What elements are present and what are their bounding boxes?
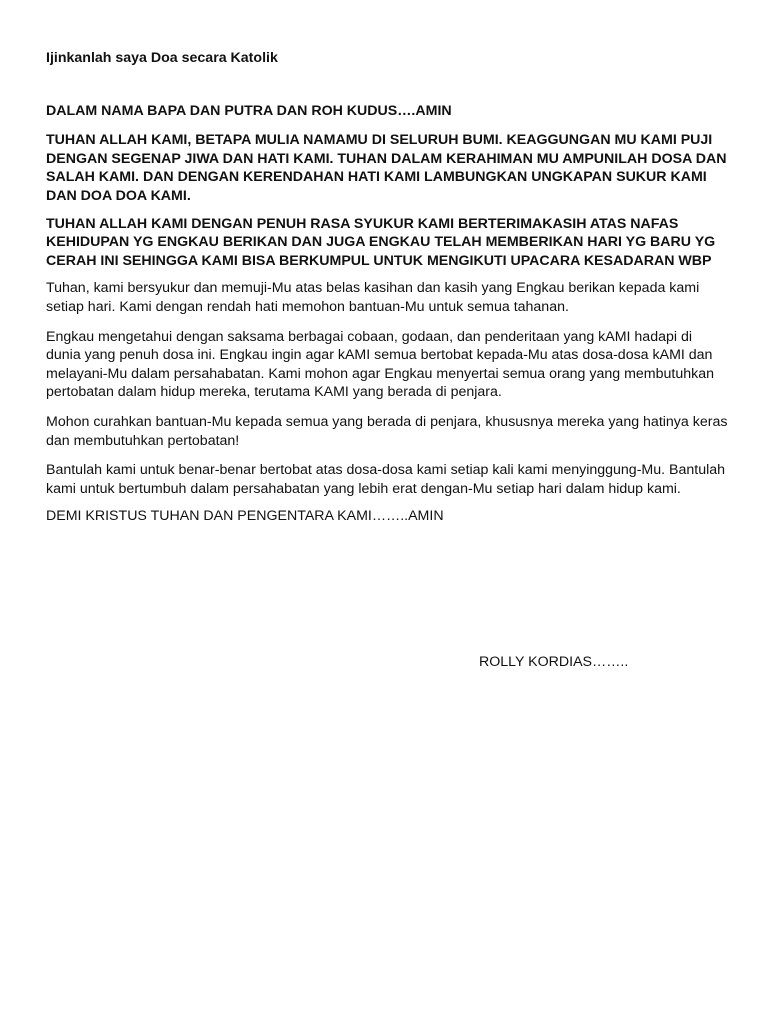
paragraph-3: Mohon curahkan bantuan-Mu kepada semua yang berada di penjara, khususnya mereka yang hatinya keras dan membutuhkan pertobatan!	[46, 413, 728, 449]
document-title: Ijinkanlah saya Doa secara Katolik	[46, 50, 278, 66]
thanks-paragraph: TUHAN ALLAH KAMI DENGAN PENUH RASA SYUKUR KAMI BERTERIMAKASIH ATAS NAFAS KEHIDUPAN YG ENGKAU BERIKAN DAN JUGA ENGKAU TELAH MEMBERIKAN HARI YG BARU YG CERAH INI SEHINGGA KAMI BISA BERKUMPUL UNTUK MENGIKUTI UPACARA KESADARAN WBP	[46, 215, 716, 269]
paragraph-1: Tuhan, kami bersyukur dan memuji-Mu atas belas kasihan dan kasih yang Engkau berikan kepada kami setiap hari. Kami dengan rendah hati memohon bantuan-Mu untuk semua tahanan.	[46, 280, 700, 315]
signature: ROLLY KORDIAS……..	[479, 654, 629, 670]
closing-line: DEMI KRISTUS TUHAN DAN PENGENTARA KAMI……..AMIN	[46, 508, 444, 525]
paragraph-4: Bantulah kami untuk benar-benar bertobat atas dosa-dosa kami setiap kali kami menyinggung-Mu. Bantulah kami untuk bertumbuh dalam persahabatan yang lebih erat dengan-Mu setiap hari dalam hidup kami.	[46, 462, 726, 497]
document-body	[46, 49, 730, 526]
opening-line: DALAM NAMA BAPA DAN PUTRA DAN ROH KUDUS….AMIN	[46, 102, 452, 119]
praise-paragraph: TUHAN ALLAH KAMI, BETAPA MULIA NAMAMU DI SELURUH BUMI. KEAGGUNGAN MU KAMI PUJI DENGAN SEGENAP JIWA DAN HATI KAMI. TUHAN DALAM KERAHIMAN MU AMPUNILAH DOSA DAN SALAH KAMI. DAN DENGAN KERENDAHAN HATI KAMI LAMBUNGKAN UNGKAPAN SUKUR KAMI DAN DOA DOA KAMI.	[46, 132, 727, 204]
paragraph-2: Engkau mengetahui dengan saksama berbagai cobaan, godaan, dan penderitaan yang kAMI hadapi di dunia yang penuh dosa ini. Engkau ingin agar kAMI semua bertobat kepada-Mu atas dosa-dosa kAMI dan melayani-Mu dalam persahabatan. Kami mohon agar Engkau menyertai semua orang yang membutuhkan pertobatan dalam hidup mereka, terutama KAMI yang berada di penjara.	[46, 328, 714, 401]
